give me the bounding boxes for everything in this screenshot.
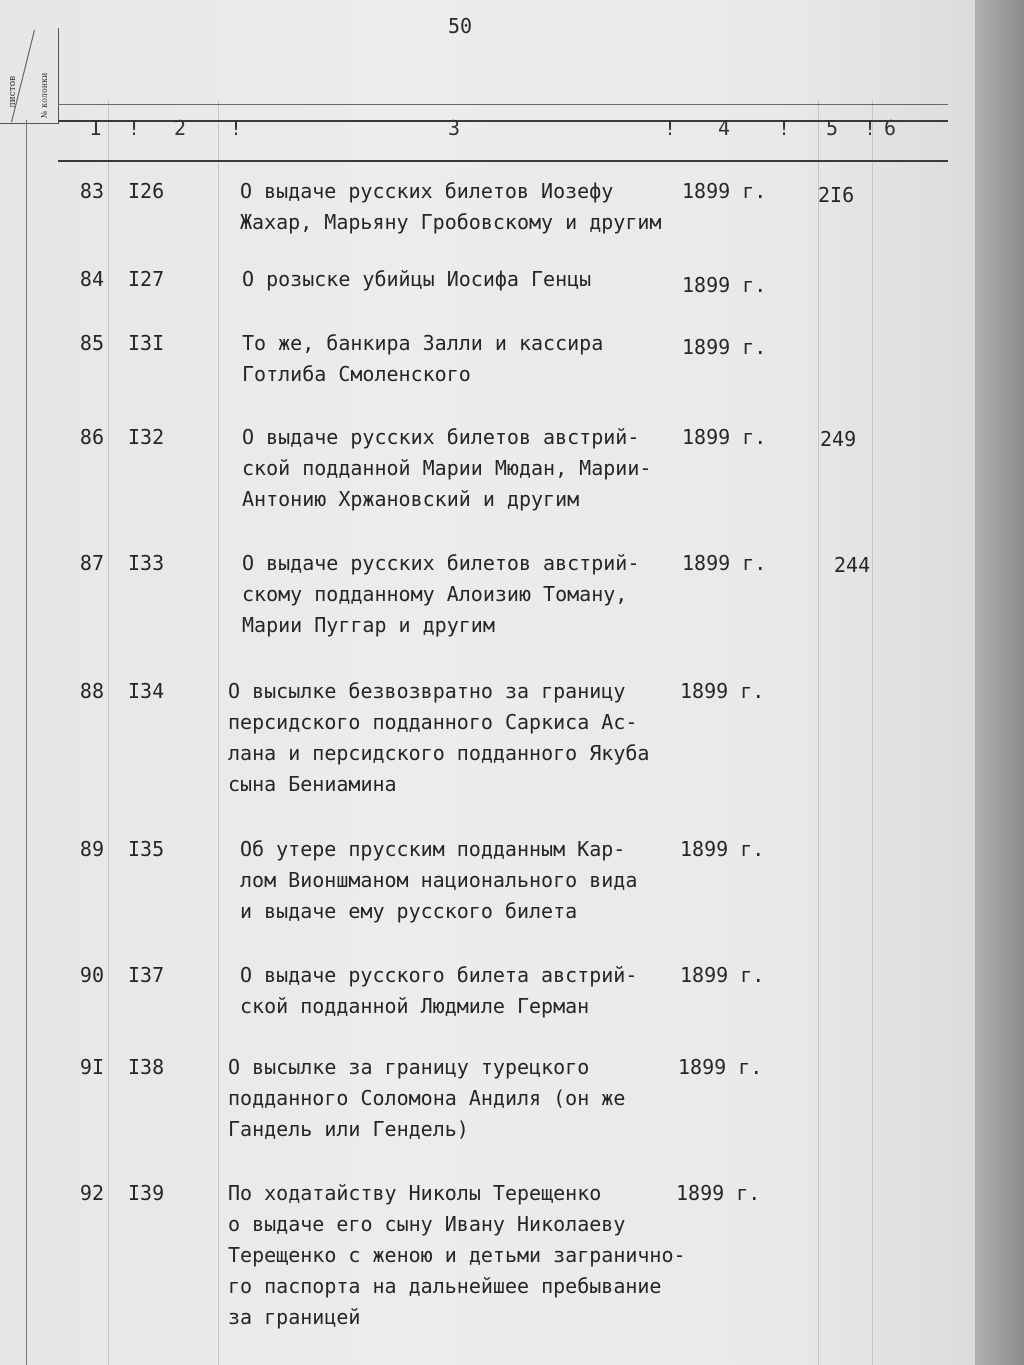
case-number: I39 — [128, 1181, 165, 1205]
case-year: 1899 г. — [680, 679, 765, 703]
header-separator: ! — [128, 116, 141, 140]
case-number: I27 — [128, 267, 165, 291]
header-col-1: I — [90, 116, 103, 140]
case-year: 1899 г. — [678, 1055, 763, 1079]
header-col-3: 3 — [448, 116, 461, 140]
case-title: О высылке за границу турецкого подданного Соломона Андиля (он же Гандель или Гендель) — [228, 1055, 626, 1141]
page-number: 50 — [448, 14, 473, 38]
case-title: Об утере прусским подданным Кар- лом Вионшманом национального вида и выдаче ему русского билета — [240, 837, 638, 923]
case-number: I37 — [128, 963, 165, 987]
header-rule-top-faint — [58, 104, 948, 105]
row-number: 85 — [79, 331, 104, 355]
case-title: То же, банкира Залли и кассира Готлиба Смоленского — [242, 331, 604, 386]
row-number: 88 — [79, 679, 104, 703]
row-number: 9I — [79, 1055, 104, 1079]
case-number: I26 — [128, 179, 165, 203]
header-separator: ! — [664, 116, 677, 140]
column-rule — [872, 100, 873, 1365]
header-col-5: 5 — [826, 116, 839, 140]
column-rule — [218, 100, 219, 1365]
margin-label-sheets: листов — [8, 75, 18, 108]
case-title: О выдаче русских билетов Иозефу Жахар, Марьяну Гробовскому и другим — [240, 179, 662, 234]
case-number: I3I — [128, 331, 165, 355]
column-rule — [108, 100, 109, 1365]
header-rule-bottom — [58, 160, 948, 162]
header-separator: ! — [230, 116, 243, 140]
row-number: 92 — [79, 1181, 104, 1205]
case-number: I34 — [128, 679, 165, 703]
row-number: 87 — [79, 551, 104, 575]
case-year: 1899 г. — [682, 179, 767, 203]
margin-rule — [26, 120, 27, 1365]
sheet-count: 249 — [820, 427, 857, 451]
case-year: 1899 г. — [682, 335, 767, 359]
header-separator: ! — [864, 116, 877, 140]
case-title: О высылке безвозвратно за границу персидского подданного Саркиса Ас- лана и персидского подданного Якуба сына Бениамина — [228, 679, 650, 796]
header-col-4: 4 — [718, 116, 731, 140]
row-number: 86 — [79, 425, 104, 449]
header-separator: ! — [778, 116, 791, 140]
sheet-count: 2I6 — [818, 183, 855, 207]
case-number: I38 — [128, 1055, 165, 1079]
page-edge-shadow — [975, 0, 1024, 1365]
case-title: О выдаче русского билета австрий- ской подданной Людмиле Герман — [240, 963, 638, 1018]
header-col-2: 2 — [174, 116, 187, 140]
case-title: По ходатайству Николы Терещенко о выдаче его сыну Ивану Николаеву Терещенко с женою и детьми загранично- го паспорта на дальнейшее пребывание за границей — [228, 1181, 686, 1329]
row-number: 90 — [79, 963, 104, 987]
case-number: I35 — [128, 837, 165, 861]
margin-label-column: № колонки — [40, 72, 49, 118]
case-year: 1899 г. — [682, 551, 767, 575]
column-header-row — [58, 112, 948, 152]
case-number: I33 — [128, 551, 165, 575]
sheet-count: 244 — [834, 553, 871, 577]
case-year: 1899 г. — [680, 963, 765, 987]
case-title: О розыске убийцы Иосифа Генцы — [242, 267, 592, 291]
row-number: 83 — [79, 179, 104, 203]
case-title: О выдаче русских билетов австрий- ской подданной Марии Мюдан, Марии- Антонию Хржановский и другим — [242, 425, 652, 511]
case-year: 1899 г. — [680, 837, 765, 861]
case-year: 1899 г. — [682, 425, 767, 449]
case-number: I32 — [128, 425, 165, 449]
header-col-6: 6 — [884, 116, 897, 140]
case-year: 1899 г. — [682, 273, 767, 297]
row-number: 89 — [79, 837, 104, 861]
case-year: 1899 г. — [676, 1181, 761, 1205]
row-number: 84 — [79, 267, 104, 291]
column-rule — [818, 100, 819, 1365]
case-title: О выдаче русских билетов австрий- скому подданному Алоизию Томану, Марии Пуггар и другим — [242, 551, 640, 637]
